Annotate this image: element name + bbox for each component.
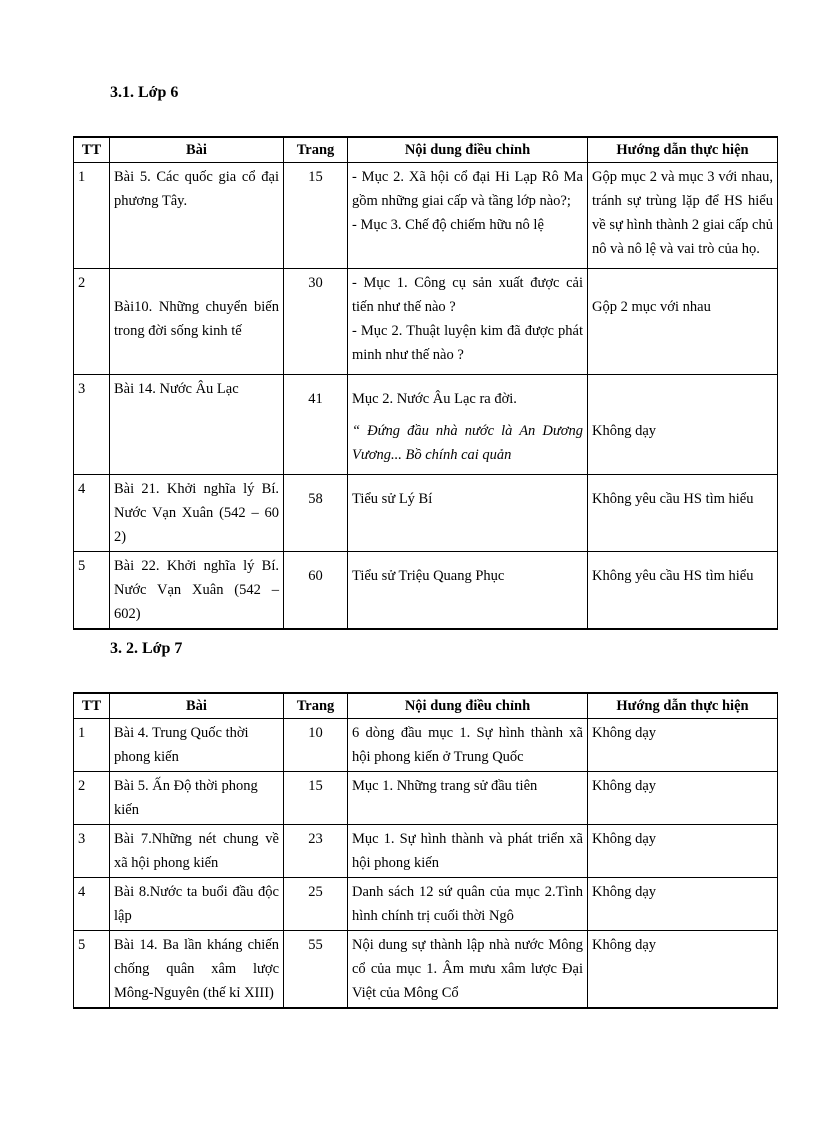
cell-huong-dan: Gộp 2 mục với nhau — [588, 269, 778, 375]
cell-bai: Bài 22. Khởi nghĩa lý Bí. Nước Vạn Xuân (542 – 602) — [110, 552, 284, 630]
noi-dung-italic-quote: “ Đứng đầu nhà nước là An Dương Vương... Bồ chính cai quản — [352, 423, 583, 463]
cell-trang: 23 — [284, 825, 348, 878]
table-row — [74, 269, 778, 375]
table-row — [74, 719, 778, 772]
table-header-row — [74, 137, 778, 163]
cell-noi-dung: Danh sách 12 sứ quân của mục 2.Tình hình chính trị cuối thời Ngô — [348, 878, 588, 931]
cell-huong-dan: Không dạy — [588, 931, 778, 1009]
cell-noi-dung — [348, 163, 588, 269]
cell-huong-dan: Không dạy — [588, 825, 778, 878]
section-heading-lop-7: 3. 2. Lớp 7 — [110, 640, 183, 657]
header-huong-dan: Hướng dẫn thực hiện — [588, 137, 778, 163]
cell-tt: 4 — [74, 475, 110, 552]
cell-bai: Bài 14. Nước Âu Lạc — [110, 375, 284, 475]
cell-trang: 15 — [284, 772, 348, 825]
cell-noi-dung: Nội dung sự thành lập nhà nước Mông cổ của mục 1. Âm mưu xâm lược Đại Việt của Mông Cổ — [348, 931, 588, 1009]
cell-bai: Bài 5. Ấn Độ thời phong kiến — [110, 772, 284, 825]
cell-bai: Bài 7.Những nét chung về xã hội phong kiến — [110, 825, 284, 878]
cell-noi-dung — [348, 269, 588, 375]
noi-dung-line: - Mục 1. Công cụ sản xuất được cải tiến như thế nào ? — [352, 275, 583, 315]
noi-dung-line: - Mục 3. Chế độ chiếm hữu nô lệ — [352, 217, 544, 233]
cell-trang: 25 — [284, 878, 348, 931]
cell-tt: 4 — [74, 878, 110, 931]
cell-tt: 1 — [74, 719, 110, 772]
table-lop-7 — [73, 692, 778, 1009]
table-header-row — [74, 693, 778, 719]
noi-dung-line: - Mục 2. Thuật luyện kim đã được phát minh như thế nào ? — [352, 323, 583, 363]
cell-trang: 10 — [284, 719, 348, 772]
header-trang: Trang — [284, 693, 348, 719]
noi-dung-line: Tiểu sử Triệu Quang Phục — [352, 568, 505, 584]
table-row — [74, 931, 778, 1009]
header-tt: TT — [74, 693, 110, 719]
table-row — [74, 163, 778, 269]
table-lop-6 — [73, 136, 778, 630]
cell-noi-dung — [348, 552, 588, 630]
header-tt: TT — [74, 137, 110, 163]
cell-trang: 41 — [284, 375, 348, 475]
cell-huong-dan: Không yêu cầu HS tìm hiểu — [588, 552, 778, 630]
cell-bai: Bài 8.Nước ta buổi đầu độc lập — [110, 878, 284, 931]
noi-dung-line: Mục 2. Nước Âu Lạc ra đời. — [352, 391, 517, 407]
table-row — [74, 475, 778, 552]
header-noi-dung: Nội dung điều chỉnh — [348, 693, 588, 719]
noi-dung-line: - Mục 2. Xã hội cổ đại Hi Lạp Rô Ma gồm những giai cấp và tầng lớp nào?; — [352, 169, 583, 209]
cell-tt: 5 — [74, 552, 110, 630]
cell-trang: 15 — [284, 163, 348, 269]
table-row — [74, 878, 778, 931]
cell-noi-dung: Mục 1. Sự hình thành và phát triển xã hội phong kiến — [348, 825, 588, 878]
cell-tt: 3 — [74, 375, 110, 475]
table-row — [74, 552, 778, 630]
header-huong-dan: Hướng dẫn thực hiện — [588, 693, 778, 719]
cell-huong-dan: Không dạy — [588, 719, 778, 772]
header-noi-dung: Nội dung điều chỉnh — [348, 137, 588, 163]
header-trang: Trang — [284, 137, 348, 163]
cell-noi-dung: Mục 1. Những trang sử đầu tiên — [348, 772, 588, 825]
cell-trang: 60 — [284, 552, 348, 630]
header-bai: Bài — [110, 137, 284, 163]
cell-huong-dan: Gộp mục 2 và mục 3 với nhau, tránh sự trùng lặp để HS hiểu về sự hình thành 2 giai cấp chủ nô và nô lệ và vai trò của họ. — [588, 163, 778, 269]
header-bai: Bài — [110, 693, 284, 719]
cell-huong-dan: Không yêu cầu HS tìm hiểu — [588, 475, 778, 552]
cell-trang: 58 — [284, 475, 348, 552]
cell-bai: Bài 21. Khởi nghĩa lý Bí. Nước Vạn Xuân (542 – 60 2) — [110, 475, 284, 552]
cell-noi-dung — [348, 375, 588, 475]
cell-bai: Bài 4. Trung Quốc thời phong kiến — [110, 719, 284, 772]
cell-trang: 30 — [284, 269, 348, 375]
cell-huong-dan: Không dạy — [588, 878, 778, 931]
cell-huong-dan: Không dạy — [588, 375, 778, 475]
cell-huong-dan: Không dạy — [588, 772, 778, 825]
cell-bai: Bài10. Những chuyển biến trong đời sống kinh tế — [110, 269, 284, 375]
cell-noi-dung — [348, 475, 588, 552]
section-heading-lop-6: 3.1. Lớp 6 — [110, 84, 179, 101]
cell-tt: 2 — [74, 269, 110, 375]
table-row — [74, 772, 778, 825]
table-row — [74, 825, 778, 878]
cell-tt: 2 — [74, 772, 110, 825]
cell-noi-dung: 6 dòng đầu mục 1. Sự hình thành xã hội phong kiến ở Trung Quốc — [348, 719, 588, 772]
cell-tt: 3 — [74, 825, 110, 878]
cell-trang: 55 — [284, 931, 348, 1009]
cell-bai: Bài 5. Các quốc gia cổ đại phương Tây. — [110, 163, 284, 269]
noi-dung-line: Tiểu sử Lý Bí — [352, 491, 433, 507]
table-row — [74, 375, 778, 475]
cell-bai: Bài 14. Ba lần kháng chiến chống quân xâm lược Mông-Nguyên (thế kỉ XIII) — [110, 931, 284, 1009]
cell-tt: 5 — [74, 931, 110, 1009]
cell-tt: 1 — [74, 163, 110, 269]
